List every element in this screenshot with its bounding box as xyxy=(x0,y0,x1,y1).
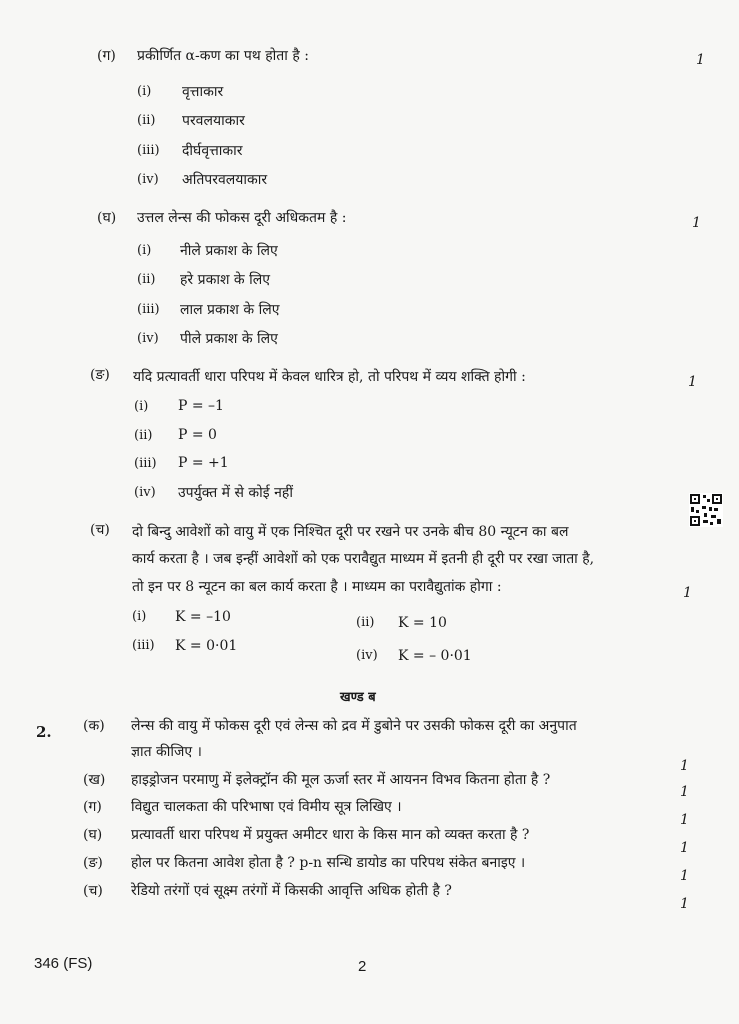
option-text: K = 0·01 xyxy=(175,638,238,654)
option-text: K = –10 xyxy=(175,609,231,625)
marks: 1 xyxy=(680,868,689,884)
option-text: P = 0 xyxy=(178,427,217,443)
qr-code-icon xyxy=(689,493,723,527)
option-text: P = +1 xyxy=(178,455,229,471)
marks: 1 xyxy=(683,585,692,601)
marks: 1 xyxy=(680,758,689,774)
option-number: (ii) xyxy=(356,615,375,630)
question-text-line: दो बिन्दु आवेशों को वायु में एक निश्चित दूरी पर रखने पर उनके बीच 80 न्यूटन का बल xyxy=(132,524,569,540)
question-label: (घ) xyxy=(97,210,117,226)
question-text-line: विद्युत चालकता की परिभाषा एवं विमीय सूत्र लिखिए । xyxy=(131,799,402,815)
option-text: K = – 0·01 xyxy=(398,648,472,664)
question-label: (ग) xyxy=(97,48,116,64)
paper-code: 346 (FS) xyxy=(34,955,93,972)
option-text: उपर्युक्त में से कोई नहीं xyxy=(178,485,293,501)
question-label: (क) xyxy=(83,718,105,734)
option-text: K = 10 xyxy=(398,615,447,631)
option-text: दीर्घवृत्ताकार xyxy=(182,143,243,159)
question-label: (घ) xyxy=(83,827,103,843)
marks: 1 xyxy=(692,215,701,231)
option-text: हरे प्रकाश के लिए xyxy=(180,272,270,288)
option-text: लाल प्रकाश के लिए xyxy=(180,302,280,318)
option-text: अतिपरवलयाकार xyxy=(182,172,268,188)
option-number: (i) xyxy=(132,609,147,624)
question-text: उत्तल लेन्स की फोकस दूरी अधिकतम है : xyxy=(137,210,347,226)
marks: 1 xyxy=(696,52,705,68)
question-label: (ङ) xyxy=(83,855,103,871)
option-text: परवलयाकार xyxy=(182,113,245,129)
question-text-line: प्रत्यावर्ती धारा परिपथ में प्रयुक्त अमीटर धारा के किस मान को व्यक्त करता है ? xyxy=(131,827,530,843)
marks: 1 xyxy=(680,812,689,828)
option-number: (iii) xyxy=(137,302,160,317)
option-number: (ii) xyxy=(137,113,156,128)
option-number: (iv) xyxy=(356,648,378,663)
option-number: (iv) xyxy=(137,331,159,346)
option-number: (i) xyxy=(134,399,149,414)
option-number: (ii) xyxy=(134,428,153,443)
option-number: (iii) xyxy=(137,143,160,158)
marks: 1 xyxy=(680,840,689,856)
question-text-line: ज्ञात कीजिए । xyxy=(131,744,202,760)
option-number: (i) xyxy=(137,84,152,99)
question-label: (ख) xyxy=(83,772,106,788)
section-heading: खण्ड ब xyxy=(340,690,376,705)
question-label: (ग) xyxy=(83,799,102,815)
option-number: (iii) xyxy=(134,456,157,471)
question-text-line: तो इन पर 8 न्यूटन का बल कार्य करता है । माध्यम का परावैद्युतांक होगा : xyxy=(132,579,502,595)
option-number: (iii) xyxy=(132,638,155,653)
question-label: (ङ) xyxy=(90,367,110,383)
option-text: पीले प्रकाश के लिए xyxy=(180,331,278,347)
marks: 1 xyxy=(688,374,697,390)
question-text: प्रकीर्णित α-कण का पथ होता है : xyxy=(137,48,309,64)
option-number: (iv) xyxy=(134,485,156,500)
marks: 1 xyxy=(680,784,689,800)
option-text: नीले प्रकाश के लिए xyxy=(180,243,278,259)
question-text-line: होल पर कितना आवेश होता है ? p-n सन्धि डायोड का परिपथ संकेत बनाइए । xyxy=(131,855,526,871)
option-number: (i) xyxy=(137,243,152,258)
question-number: 2. xyxy=(36,723,52,741)
option-number: (iv) xyxy=(137,172,159,187)
question-label: (च) xyxy=(90,522,110,538)
option-text: वृत्ताकार xyxy=(182,84,224,100)
question-text-line: रेडियो तरंगों एवं सूक्ष्म तरंगों में किसकी आवृत्ति अधिक होती है ? xyxy=(131,883,452,899)
page-number: 2 xyxy=(358,958,367,975)
question-label: (च) xyxy=(83,883,103,899)
question-text-line: हाइड्रोजन परमाणु में इलेक्ट्रॉन की मूल ऊर्जा स्तर में आयनन विभव कितना होता है ? xyxy=(131,772,551,788)
question-text-line: कार्य करता है । जब इन्हीं आवेशों को एक परावैद्युत माध्यम में इतनी ही दूरी पर रखा जाता है, xyxy=(132,551,595,567)
marks: 1 xyxy=(680,896,689,912)
question-text: यदि प्रत्यावर्ती धारा परिपथ में केवल धारित्र हो, तो परिपथ में व्यय शक्ति होगी : xyxy=(133,369,526,385)
option-number: (ii) xyxy=(137,272,156,287)
option-text: P = –1 xyxy=(178,398,224,414)
question-text-line: लेन्स की वायु में फोकस दूरी एवं लेन्स को द्रव में डुबोने पर उसकी फोकस दूरी का अनुपात xyxy=(131,718,577,734)
